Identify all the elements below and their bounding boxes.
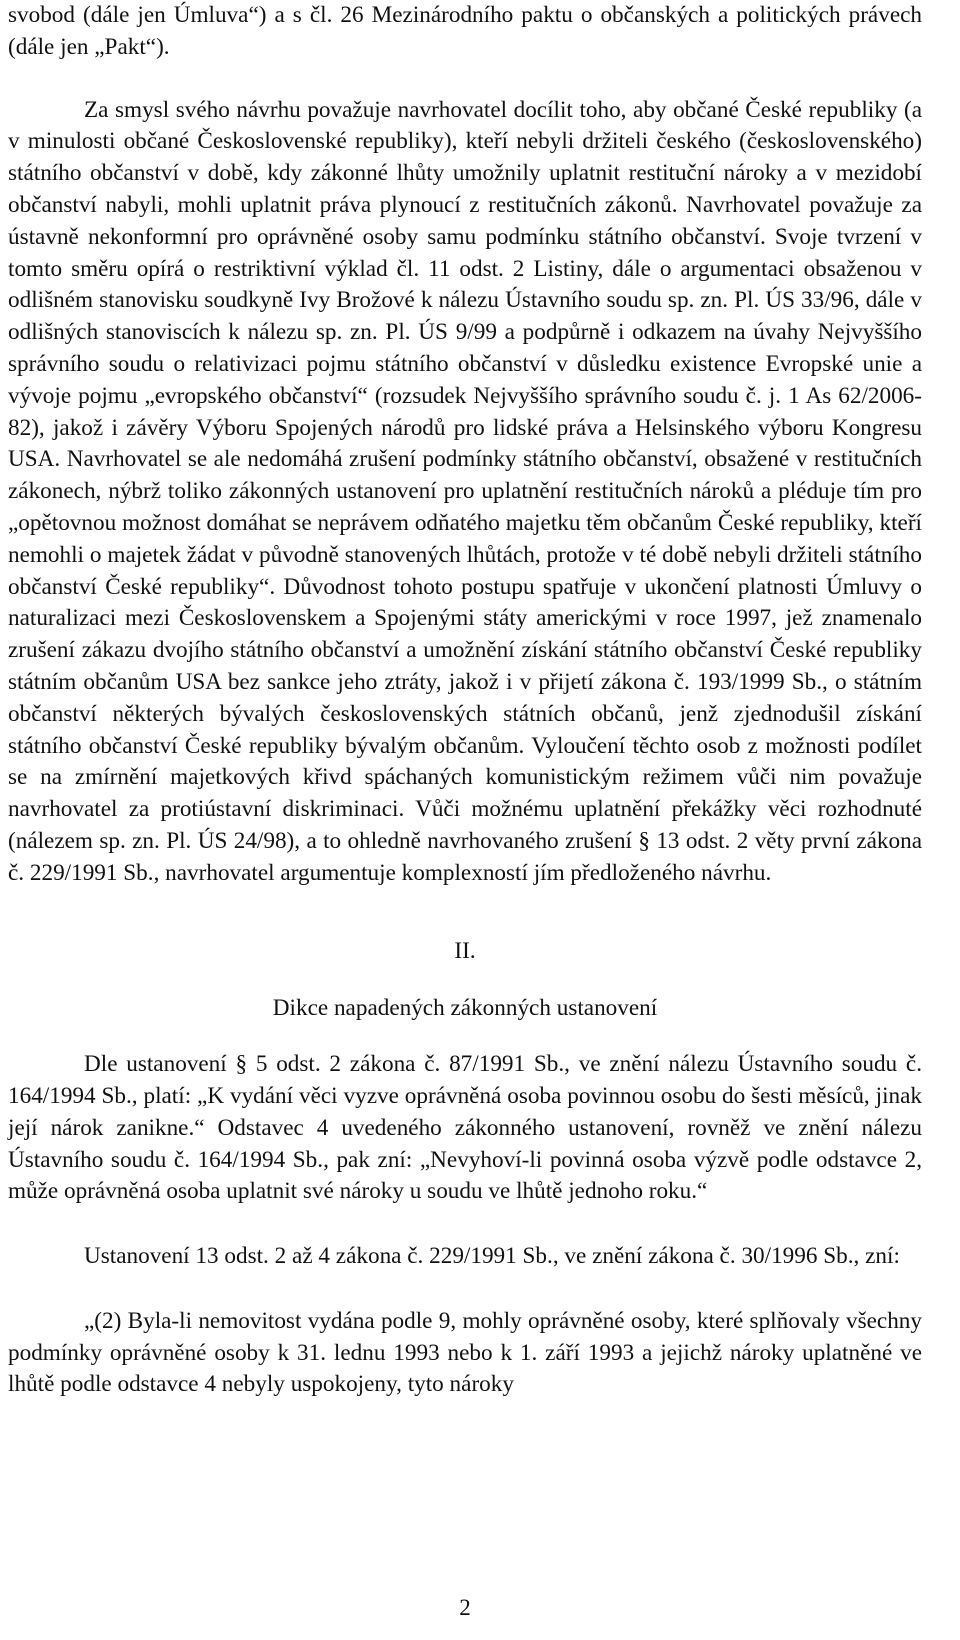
paragraph-proposal-summary: Za smysl svého návrhu považuje navrhovatel docílit toho, aby občané České republiky (a v minulosti občané Československé republiky), kteří nebyli držiteli českého (československého) státního občanství v době, kdy zákonné lhůty umožnily uplatnit restituční nároky a v mezidobí občanství nabyli, mohli uplatnit práva plynoucí z restitučních zákonů. Navrhovatel považuje za ústavně nekonformní pro oprávněné osoby samu podmínku státního občanství. Svoje tvrzení v tomto směru opírá o restriktivní výklad čl. 11 odst. 2 Listiny, dále o argumentaci obsaženou v odlišném stanovisku soudkyně Ivy Brožové k nálezu Ústavního soudu sp. zn. Pl. ÚS 33/96, dále v odlišných stanoviscích k nálezu sp. zn. Pl. ÚS 9/99 a podpůrně i odkazem na úvahy Nejvyššího správního soudu o relativizaci pojmu státního občanství v důsledku existence Evropské unie a vývoje pojmu „evropského občanství“ (rozsudek Nejvyššího správního soudu č. j. 1 As 62/2006-82), jakož i závěry Výboru Spojených národů pro lidské práva a Helsinského výboru Kongresu USA. Navrhovatel se ale nedomáhá zrušení podmínky státního občanství, obsažené v restitučních zákonech, nýbrž toliko zákonných ustanovení pro uplatnění restitučních nároků a pléduje tím pro „opětovnou možnost domáhat se neprávem odňatého majetku těm občanům České republiky, kteří nemohli o majetek žádat v původně stanovených lhůtách, protože v té době nebyli držiteli státního občanství České republiky“. Důvodnost tohoto postupu spatřuje v ukončení platnosti Úmluvy o naturalizaci mezi Československem a Spojenými státy americkými v roce 1997, jež znamenalo zrušení zákazu dvojího státního občanství a umožnění získání státního občanství České republiky státním občanům USA bez sankce jeho ztráty, jakož i v přijetí zákona č. 193/1999 Sb., o státním občanství některých bývalých československých státních občanů, jenž zjednodušil získání státního občanství České republiky bývalým občanům. Vyloučení těchto osob z možnosti podílet se na zmírnění majetkových křivd spáchaných komunistickým režimem vůči nim považuje navrhovatel za protiústavní diskriminaci. Vůči možnému uplatnění překážky věci rozhodnuté (nálezem sp. zn. Pl. ÚS 24/98), a to ohledně navrhovaného zrušení § 13 odst. 2 věty první zákona č. 229/1991 Sb., navrhovatel argumentuje komplexností jím předloženého návrhu.: [8, 96, 922, 886]
paragraph-continuation: svobod (dále jen Úmluva“) a s čl. 26 Mezinárodního paktu o občanských a politických právech (dále jen „Pakt“).: [8, 2, 922, 60]
section-number: II.: [454, 937, 476, 964]
paragraph-statute-87-1991: Dle ustanovení § 5 odst. 2 zákona č. 87/1991 Sb., ve znění nálezu Ústavního soudu č. 164/1994 Sb., platí: „K vydání věci vyzve oprávněná osoba povinnou osobu do šesti měsíců, jinak její nárok zanikne.“ Odstavec 4 uvedeného zákonného ustanovení, rovněž ve znění nálezu Ústavního soudu č. 164/1994 Sb., pak zní: „Nevyhoví-li povinná osoba výzvě podle odstavce 2, může oprávněná osoba uplatnit své nároky u soudu ve lhůtě jednoho roku.“: [8, 1051, 922, 1205]
paragraph-statute-229-1991: Ustanovení 13 odst. 2 až 4 zákona č. 229/1991 Sb., ve znění zákona č. 30/1996 Sb., zní:: [84, 1243, 900, 1270]
section-title: Dikce napadených zákonných ustanovení: [272, 995, 658, 1022]
document-page: [8, 0, 922, 1401]
paragraph-quoted-provision: „(2) Byla-li nemovitost vydána podle 9, mohly oprávněné osoby, které splňovaly všechny podmínky oprávněné osoby k 31. lednu 1993 nebo k 1. září 1993 a jejichž nároky uplatněné ve lhůtě podle odstavce 4 nebyly uspokojeny, tyto nároky: [8, 1307, 922, 1398]
page-number: 2: [459, 1595, 471, 1620]
